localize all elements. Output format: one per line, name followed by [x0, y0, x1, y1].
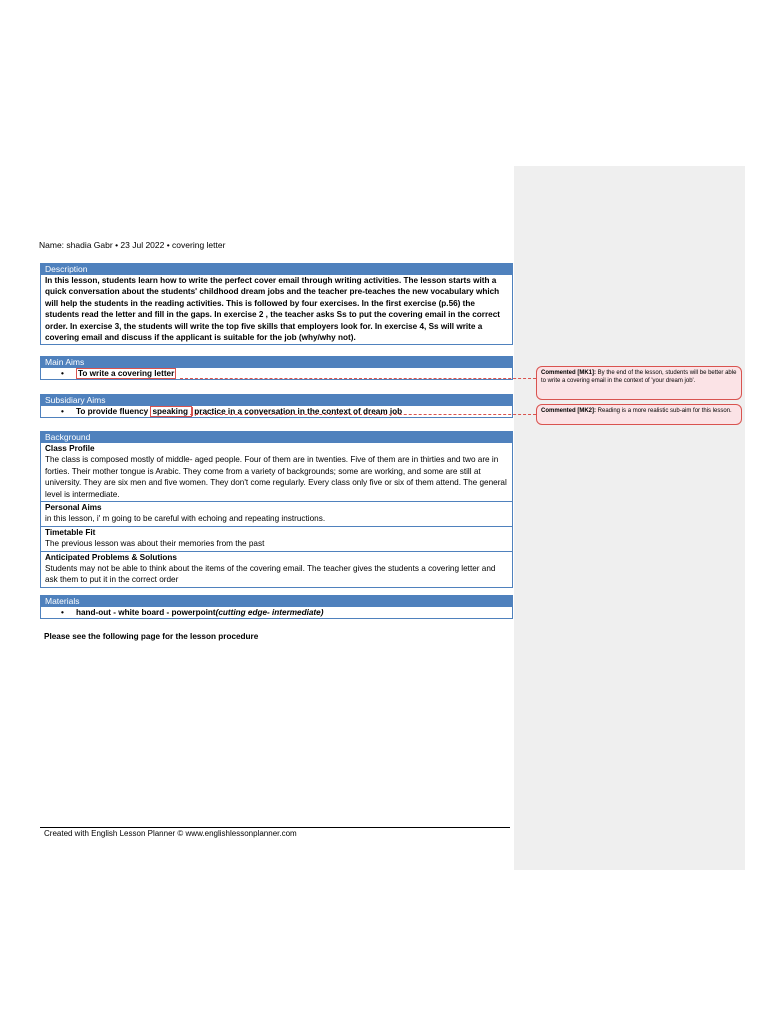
comment-pane — [514, 166, 745, 870]
materials-heading: Materials — [41, 596, 512, 607]
class-profile-text: The class is composed mostly of middle- aged people. Four of them are in twenties. Five of them are in thirties and two are in forties. Their mother tongue is Arabic. They come from a variety of backgrounds; some are working, and some are still at university. They are six men and five women. They don't come regularly. Every class only five or six of them attend. The general level is intermediate. — [45, 455, 507, 499]
personal-aims-text: in this lesson, i' m going to be careful with echoing and repeating instructions. — [45, 514, 326, 524]
class-profile-section — [41, 443, 512, 501]
anticipated-problems-text: Students may not be able to think about the items of the covering email. The teacher gives the students a covering letter and ask them to put it in the correct order — [45, 564, 496, 585]
see-following-note: Please see the following page for the lesson procedure — [44, 632, 259, 641]
subsidiary-aim-post: practice in a conversation in the context of dream job — [194, 407, 403, 416]
comment-connector-mk1 — [180, 378, 536, 379]
materials-plain: hand-out - white board - powerpoint — [76, 608, 216, 617]
personal-aims-title: Personal Aims — [45, 503, 102, 513]
comment-text: Reading is a more realistic sub-aim for this lesson. — [597, 408, 732, 414]
description-heading: Description — [41, 264, 512, 275]
bullet-icon: • — [61, 369, 64, 378]
personal-aims-section — [41, 501, 512, 526]
background-subsections — [41, 443, 512, 587]
main-aims-heading: Main Aims — [41, 357, 512, 368]
materials-italic: (cutting edge- intermediate) — [215, 608, 324, 617]
materials-item — [41, 607, 512, 618]
anticipated-problems-section — [41, 551, 512, 587]
background-heading: Background — [41, 432, 512, 443]
background-section — [40, 431, 513, 588]
subsidiary-aim-pre: To provide fluency — [76, 407, 151, 416]
materials-section — [40, 595, 513, 619]
comment-text: By the end of the lesson, students will be better able to write a covering email in the context of 'your dream job'. — [541, 370, 737, 384]
bullet-icon: • — [61, 608, 64, 617]
subsidiary-aims-heading: Subsidiary Aims — [41, 395, 512, 406]
subsidiary-aim-item — [41, 406, 512, 417]
comment-label: Commented [MK2]: — [541, 408, 596, 414]
materials-text — [76, 608, 323, 617]
tracked-deletion[interactable]: speaking — [152, 407, 191, 416]
description-section — [40, 263, 513, 345]
comment-label: Commented [MK1]: — [541, 370, 596, 376]
timetable-fit-title: Timetable Fit — [45, 527, 96, 537]
timetable-fit-section — [41, 526, 512, 551]
description-text: In this lesson, students learn how to write the perfect cover email through writing activities. The lesson starts with a quick conversation about the students' childhood dream jobs and the teacher pre-teaches the new vocabulary which will help the students in the reading activities. This is followed by four exercises. In the first exercise (p.56) the students read the letter and fill in the gaps. In exercise 2 , the teacher asks Ss to put the covering email in the correct order. In exercise 3, the students will write the top five skills that employers look for. In exercise 4, Ss will write a covering email and discuss if the applicant is suitable for the job (why/why not). — [45, 276, 500, 343]
bullet-icon: • — [61, 407, 64, 416]
main-aims-section — [40, 356, 513, 380]
class-profile-title: Class Profile — [45, 444, 95, 453]
footer-divider — [40, 827, 510, 828]
footer-credit: Created with English Lesson Planner © www.englishlessonplanner.com — [44, 829, 297, 838]
comment-bubble-mk2[interactable] — [536, 404, 742, 425]
lesson-name-line: Name: shadia Gabr • 23 Jul 2022 • covering letter — [39, 240, 226, 250]
main-aim-text[interactable]: To write a covering letter — [78, 369, 175, 378]
timetable-fit-text: The previous lesson was about their memories from the past — [45, 539, 265, 549]
anticipated-problems-title: Anticipated Problems & Solutions — [45, 552, 177, 562]
comment-bubble-mk1[interactable] — [536, 366, 742, 400]
comment-connector-mk2 — [190, 414, 536, 415]
